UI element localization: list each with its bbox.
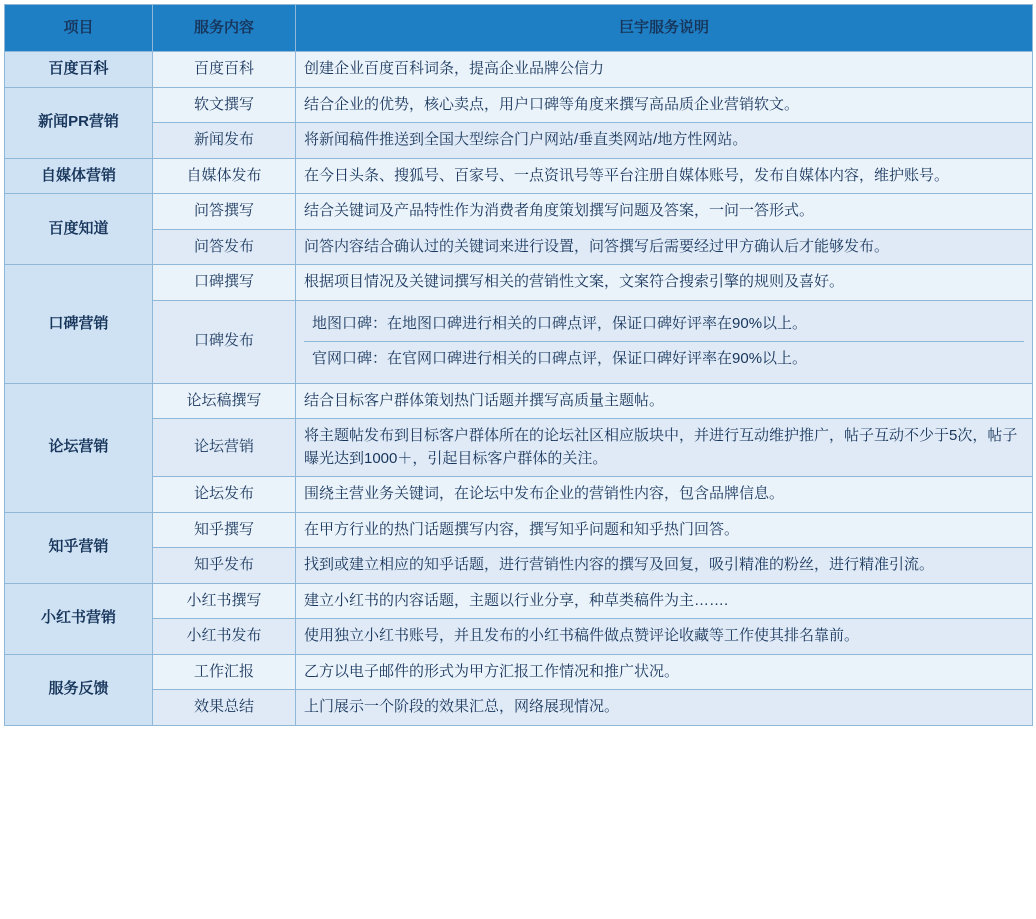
service-cell: 口碑撰写 — [153, 265, 296, 301]
description-cell: 建立小红书的内容话题，主题以行业分享，种草类稿件为主……. — [296, 583, 1033, 619]
description-cell: 上门展示一个阶段的效果汇总，网络展现情况。 — [296, 690, 1033, 726]
table-row — [5, 512, 1033, 548]
table-header — [5, 5, 1033, 52]
description-cell: 将新闻稿件推送到全国大型综合门户网站/垂直类网站/地方性网站。 — [296, 123, 1033, 159]
description-cell: 围绕主营业务关键词，在论坛中发布企业的营销性内容，包含品牌信息。 — [296, 477, 1033, 513]
header-cell-project: 项目 — [5, 5, 153, 52]
table-row — [5, 654, 1033, 690]
description-line: 地图口碑：在地图口碑进行相关的口碑点评，保证口碑好评率在90%以上。 — [304, 307, 1024, 343]
category-cell: 小红书营销 — [5, 583, 153, 654]
service-cell: 问答发布 — [153, 229, 296, 265]
description-cell: 乙方以电子邮件的形式为甲方汇报工作情况和推广状况。 — [296, 654, 1033, 690]
description-cell: 使用独立小红书账号，并且发布的小红书稿件做点赞评论收藏等工作使其排名靠前。 — [296, 619, 1033, 655]
table-row — [5, 229, 1033, 265]
service-cell: 小红书撰写 — [153, 583, 296, 619]
category-cell: 百度百科 — [5, 52, 153, 88]
table-row — [5, 477, 1033, 513]
description-cell: 结合目标客户群体策划热门话题并撰写高质量主题帖。 — [296, 383, 1033, 419]
service-cell: 知乎发布 — [153, 548, 296, 584]
service-cell: 自媒体发布 — [153, 158, 296, 194]
table-row — [5, 265, 1033, 301]
category-cell: 论坛营销 — [5, 383, 153, 512]
service-cell: 百度百科 — [153, 52, 296, 88]
description-cell — [296, 300, 1033, 383]
description-cell: 将主题帖发布到目标客户群体所在的论坛社区相应版块中，并进行互动维护推广，帖子互动不少于5次，帖子曝光达到1000＋，引起目标客户群体的关注。 — [296, 419, 1033, 477]
category-cell: 新闻PR营销 — [5, 87, 153, 158]
category-cell: 自媒体营销 — [5, 158, 153, 194]
service-cell: 软文撰写 — [153, 87, 296, 123]
description-cell: 结合关键词及产品特性作为消费者角度策划撰写问题及答案，一问一答形式。 — [296, 194, 1033, 230]
service-cell: 口碑发布 — [153, 300, 296, 383]
table-row — [5, 123, 1033, 159]
description-cell: 结合企业的优势，核心卖点，用户口碑等角度来撰写高品质企业营销软文。 — [296, 87, 1033, 123]
description-line: 官网口碑：在官网口碑进行相关的口碑点评，保证口碑好评率在90%以上。 — [312, 350, 808, 367]
table-row — [5, 87, 1033, 123]
description-cell: 问答内容结合确认过的关键词来进行设置，问答撰写后需要经过甲方确认后才能够发布。 — [296, 229, 1033, 265]
service-cell: 知乎撰写 — [153, 512, 296, 548]
service-cell: 效果总结 — [153, 690, 296, 726]
category-cell: 知乎营销 — [5, 512, 153, 583]
table-row — [5, 52, 1033, 88]
table-row — [5, 690, 1033, 726]
service-cell: 工作汇报 — [153, 654, 296, 690]
service-cell: 小红书发布 — [153, 619, 296, 655]
table-row — [5, 548, 1033, 584]
category-cell: 口碑营销 — [5, 265, 153, 384]
service-cell: 论坛营销 — [153, 419, 296, 477]
description-cell: 创建企业百度百科词条，提高企业品牌公信力 — [296, 52, 1033, 88]
table-row — [5, 300, 1033, 383]
table-body — [5, 52, 1033, 726]
category-cell: 服务反馈 — [5, 654, 153, 725]
service-cell: 问答撰写 — [153, 194, 296, 230]
description-cell: 在甲方行业的热门话题撰写内容，撰写知乎问题和知乎热门回答。 — [296, 512, 1033, 548]
service-cell: 新闻发布 — [153, 123, 296, 159]
service-table — [4, 4, 1033, 726]
description-cell: 找到或建立相应的知乎话题，进行营销性内容的撰写及回复，吸引精准的粉丝，进行精准引流。 — [296, 548, 1033, 584]
description-cell: 在今日头条、搜狐号、百家号、一点资讯号等平台注册自媒体账号，发布自媒体内容，维护账号。 — [296, 158, 1033, 194]
description-cell: 根据项目情况及关键词撰写相关的营销性文案，文案符合搜索引擎的规则及喜好。 — [296, 265, 1033, 301]
category-cell: 百度知道 — [5, 194, 153, 265]
table-row — [5, 419, 1033, 477]
service-cell: 论坛稿撰写 — [153, 383, 296, 419]
table-row — [5, 158, 1033, 194]
header-cell-service: 服务内容 — [153, 5, 296, 52]
table-row — [5, 194, 1033, 230]
service-cell: 论坛发布 — [153, 477, 296, 513]
header-row — [5, 5, 1033, 52]
table-row — [5, 583, 1033, 619]
table-row — [5, 619, 1033, 655]
table-row — [5, 383, 1033, 419]
header-cell-description: 巨宇服务说明 — [296, 5, 1033, 52]
